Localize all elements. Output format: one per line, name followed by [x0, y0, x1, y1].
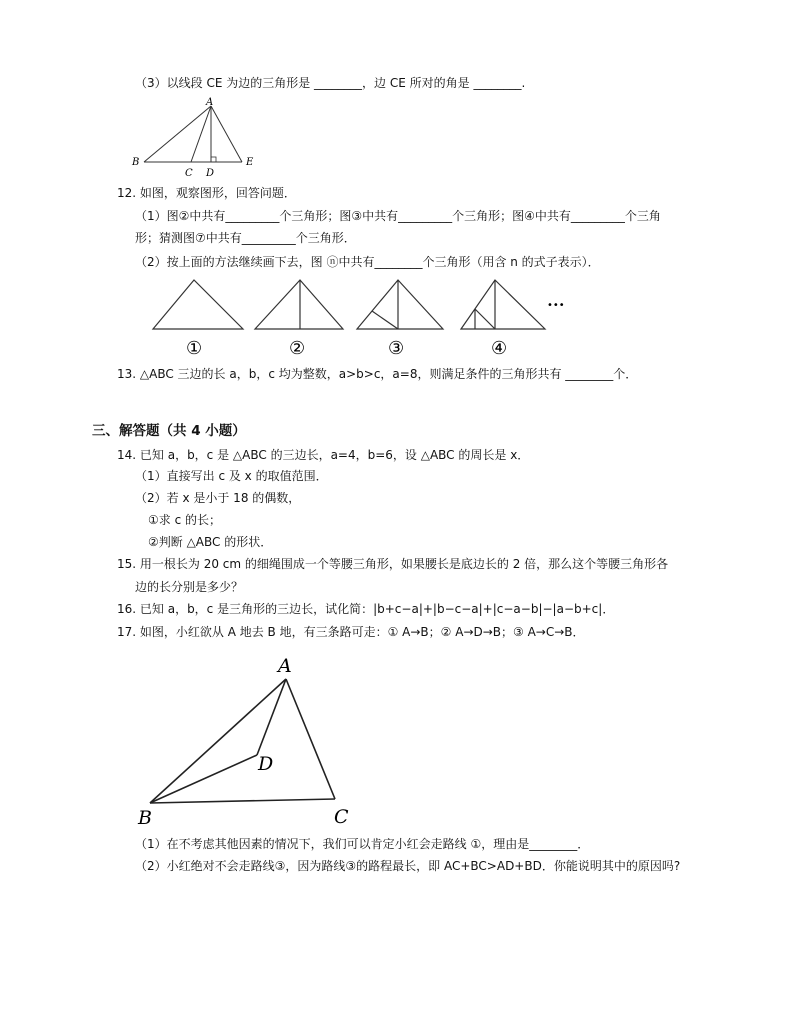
q11-part3: （3）以线段 CE 为边的三角形是 ________，边 CE 所对的角是 ________.	[135, 76, 526, 90]
q14-part1: （1）直接写出 c 及 x 的取值范围．	[135, 469, 328, 483]
q12-part2: （2）按上面的方法继续画下去，图 ⓝ中共有________个三角形（用含 n 的式子表示）．	[135, 255, 600, 269]
fig-label-e: E	[246, 157, 254, 168]
q12-stem: 12. 如图，观察图形，回答问题．	[117, 186, 296, 200]
fig-label-d: D	[258, 753, 274, 775]
q12-part1-line1: （1）图②中共有_________个三角形；图③中共有_________个三角形；图④中共有_________个三角	[135, 209, 661, 223]
q14-sub1: ①求 c 的长；	[148, 513, 221, 527]
q11-triangle-figure	[130, 96, 270, 178]
section3-title: 三、解答题（共 4 小题）	[92, 423, 246, 439]
fig-label-2: ②	[289, 338, 306, 359]
q17-route-figure	[130, 652, 370, 832]
q17-part2: （2）小红绝对不会走路线③，因为路线③的路程最长，即 AC+BC>AD+BD．你能说明其中的原因吗?	[135, 859, 681, 873]
q12-part1-line2: 形；猜测图⑦中共有_________个三角形．	[135, 231, 356, 245]
q17-stem: 17. 如图，小红欲从 A 地去 B 地，有三条路可走：① A→B；② A→D→B；③ A→C→B．	[117, 625, 585, 639]
fig-label-a: A	[278, 655, 292, 677]
q16-text: 16. 已知 a，b，c 是三角形的三边长，试化简：|b+c−a|+|b−c−a|+|c−a−b|−|a−b+c|．	[117, 602, 615, 616]
fig-label-1: ①	[186, 338, 203, 359]
q12-triangle-sequence-figure	[145, 272, 575, 362]
q14-part2: （2）若 x 是小于 18 的偶数，	[135, 491, 301, 505]
q15-line1: 15. 用一根长为 20 cm 的细绳围成一个等腰三角形，如果腰长是底边长的 2 倍，那么这个等腰三角形各	[117, 557, 669, 571]
q14-sub2: ②判断 △ABC 的形状．	[148, 535, 273, 549]
fig-label-c: C	[334, 806, 349, 828]
fig-label-b: B	[132, 157, 140, 168]
fig-label-3: ③	[388, 338, 405, 359]
q13-text: 13. △ABC 三边的长 a，b，c 均为整数，a>b>c，a=8，则满足条件的三角形共有 ________个．	[117, 367, 638, 381]
fig-label-d: D	[206, 168, 215, 179]
fig-label-4: ④	[491, 338, 508, 359]
fig-label-b: B	[138, 807, 152, 829]
q17-part1: （1）在不考虑其他因素的情况下，我们可以肯定小红会走路线 ①，理由是________．	[135, 837, 590, 851]
fig-label-a: A	[206, 97, 214, 108]
q15-line2: 边的长分别是多少？	[135, 580, 244, 594]
ellipsis: •••	[547, 300, 565, 311]
fig-label-c: C	[185, 168, 193, 179]
q14-stem: 14. 已知 a，b，c 是 △ABC 的三边长，a=4，b=6，设 △ABC 的周长是 x．	[117, 448, 530, 462]
